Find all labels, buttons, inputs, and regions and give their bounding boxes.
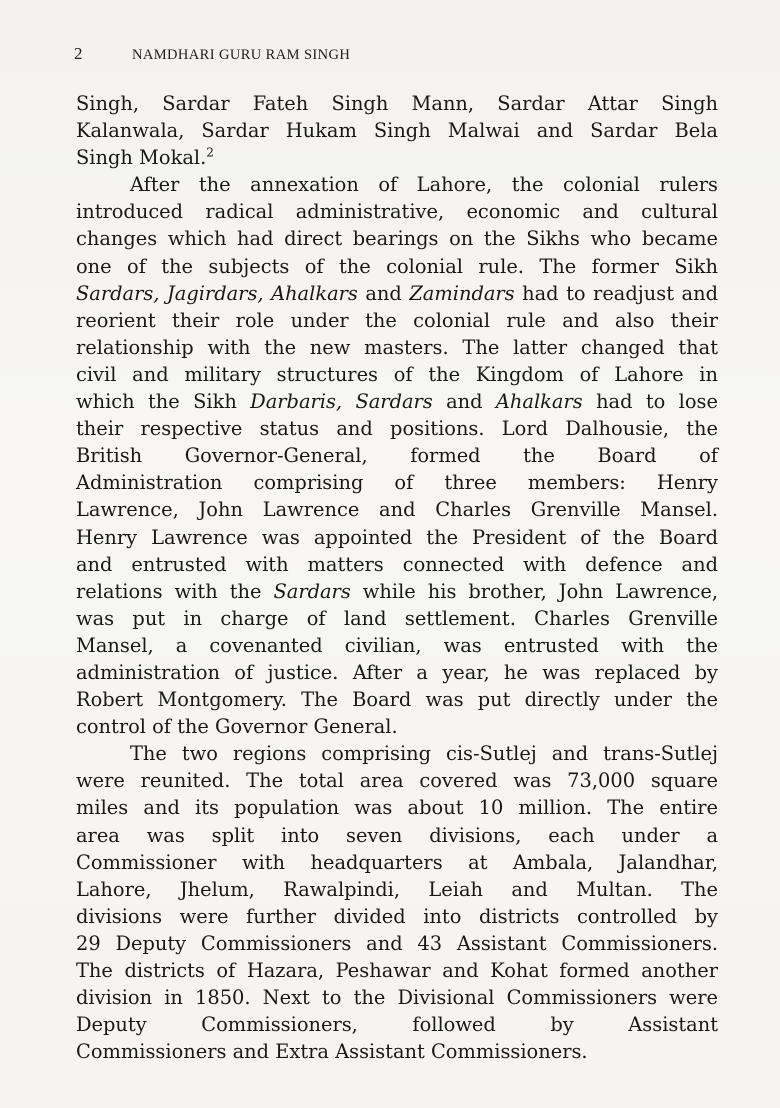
text-line: were reunited. The total area covered was 73,000 square [76,769,718,793]
text-line: relations with the Sardars while his brother, John Lawrence, [76,579,718,603]
text-line: control of the Governor General. [76,715,398,739]
text-line: changes which had direct bearings on the Sikhs who became [76,227,718,251]
text-line: Sardars, Jagirdars, Ahalkars and Zamindars had to readjust and [76,281,718,305]
text-line: division in 1850. Next to the Divisional Commissioners were [76,986,718,1010]
text-line: one of the subjects of the colonial rule. The former Sikh [76,254,718,278]
text-line: area was split into seven divisions, each under a [76,823,718,847]
text-line: which the Sikh Darbaris, Sardars and Ahalkars had to lose [76,390,718,414]
text-line: Administration comprising of three members: Henry [76,471,718,495]
body-text [76,90,718,1065]
text-line [76,144,718,171]
text-line: administration of justice. After a year, he was replaced by [76,660,718,684]
text-line-content: Singh Mokal. [76,146,207,170]
paragraph-2 [76,171,718,740]
text-line: British Governor-General, formed the Board of [76,444,718,468]
running-title: NAMDHARI GURU RAM SINGH [132,47,351,63]
text-line: relationship with the new masters. The latter changed that [76,335,718,359]
text-line: Henry Lawrence was appointed the President of the Board [76,525,718,549]
text-line: The districts of Hazara, Peshawar and Kohat formed another [76,959,718,982]
text-line: divisions were further divided into districts controlled by [76,904,718,928]
text-line: Robert Montgomery. The Board was put directly under the [76,688,718,712]
text-line: Kalanwala, Sardar Hukam Singh Malwai and Sardar Bela [76,119,718,143]
paragraph-1 [76,90,718,171]
text-line: reorient their role under the colonial rule and also their [76,308,718,332]
paragraph-3 [76,740,718,1065]
text-line: Lawrence, John Lawrence and Charles Grenville Mansel. [76,498,718,522]
text-line: Mansel, a covenanted civilian, was entrusted with the [76,633,718,657]
text-line: 29 Deputy Commissioners and 43 Assistant Commissioners. [76,931,718,955]
text-line: civil and military structures of the Kingdom of Lahore in [76,362,718,386]
page-header [74,44,350,64]
text-line: their respective status and positions. Lord Dalhousie, the [76,417,718,441]
page-number: 2 [74,44,83,63]
text-line: Commissioner with headquarters at Ambala, Jalandhar, [76,850,718,874]
text-line: Commissioners and Extra Assistant Commissioners. [76,1040,588,1064]
text-line: After the annexation of Lahore, the colonial rulers [130,173,718,197]
text-line: Lahore, Jhelum, Rawalpindi, Leiah and Multan. The [76,877,718,901]
text-line: and entrusted with matters connected with defence and [76,552,718,576]
text-line: introduced radical administrative, economic and cultural [76,200,718,224]
text-line: Deputy Commissioners, followed by Assistant [76,1013,718,1037]
footnote-ref: 2 [206,145,214,160]
text-line: The two regions comprising cis-Sutlej and trans-Sutlej [130,742,718,766]
text-line: Singh, Sardar Fateh Singh Mann, Sardar Attar Singh [76,92,718,115]
text-line: was put in charge of land settlement. Charles Grenville [76,606,718,630]
text-line: miles and its population was about 10 million. The entire [76,796,718,820]
